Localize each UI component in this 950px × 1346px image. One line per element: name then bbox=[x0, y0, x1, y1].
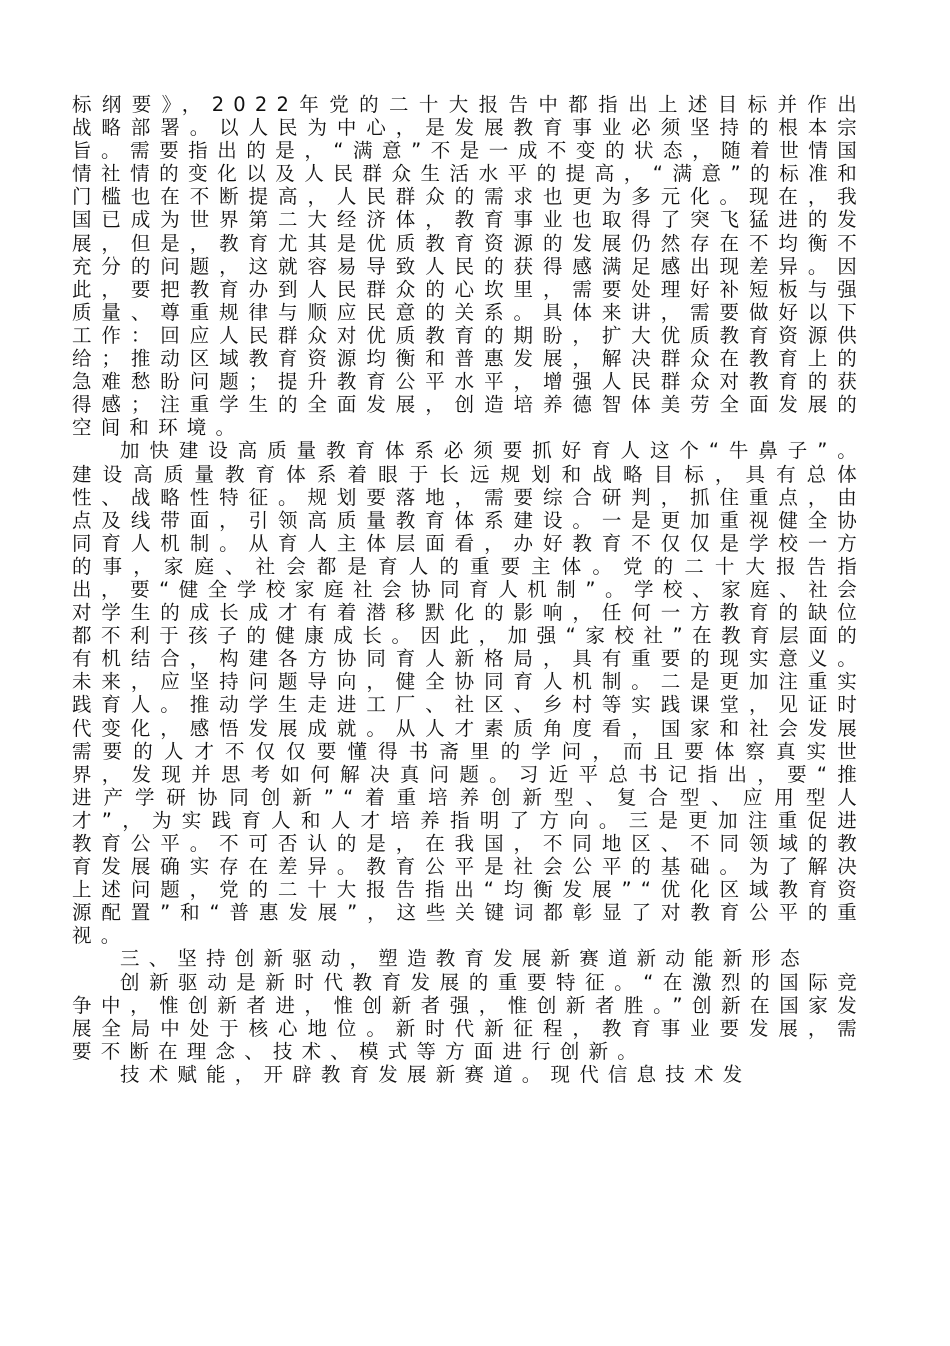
paragraph-1: 标纲要》，2022年党的二十大报告中都指出上述目标并作出战略部署。以人民为中心，是发展教育事业必须坚持的根本宗旨。需要指出的是，“满意”不是一成不变的状态，随着世情国情社情的变化以及人民群众生活水平的提高，“满意”的标准和门槛也在不断提高，人民群众的需求也更为多元化。现在，我国已成为世界第二大经济体，教育事业也取得了突飞猛进的发展，但是，教育尤其是优质教育资源的发展仍然存在不均衡不充分的问题，这就容易导致人民的获得感满足感出现差异。因此，要把教育办到人民群众的心坎里，需要处理好补短板与强质量、尊重规律与顺应民意的关系。具体来讲，需要做好以下工作：回应人民群众对优质教育的期盼，扩大优质教育资源供给；推动区域教育资源均衡和普惠发展，解决群众在教育上的急难愁盼问题；提升教育公平水平，增强人民群众对教育的获得感；注重学生的全面发展，创造培养德智体美劳全面发展的空间和环境。 bbox=[72, 93, 866, 440]
paragraph-3: 创新驱动是新时代教育发展的重要特征。“在激烈的国际竞争中，惟创新者进，惟创新者强，惟创新者胜。”创新在国家发展全局中处于核心地位。新时代新征程，教育事业要发展，需要不断在理念、技术、模式等方面进行创新。 bbox=[72, 970, 866, 1063]
document-body bbox=[72, 93, 866, 1086]
paragraph-4: 技术赋能，开辟教育发展新赛道。现代信息技术发 bbox=[120, 1062, 752, 1086]
section-heading: 三、坚持创新驱动，塑造教育发展新赛道新动能新形态 bbox=[120, 947, 809, 971]
paragraph-2: 加快建设高质量教育体系必须要抓好育人这个“牛鼻子”。建设高质量教育体系着眼于长远规划和战略目标，具有总体性、战略性特征。规划要落地，需要综合研判，抓住重点，由点及线带面，引领高质量教育体系建设。一是更加重视健全协同育人机制。从育人主体层面看，办好教育不仅仅是学校一方的事，家庭、社会都是育人的重要主体。党的二十大报告指出，要“健全学校家庭社会协同育人机制”。学校、家庭、社会对学生的成长成才有着潜移默化的影响，任何一方教育的缺位都不利于孩子的健康成长。因此，加强“家校社”在教育层面的有机结合，构建各方协同育人新格局，具有重要的现实意义。未来，应坚持问题导向，健全协同育人机制。二是更加注重实践育人。推动学生走进工厂、社区、乡村等实践课堂，见证时代变化，感悟发展成就。从人才素质角度看，国家和社会发展需要的人才不仅仅要懂得书斋里的学问，而且要体察真实世界，发现并思考如何解决真问题。习近平总书记指出，要“推进产学研协同创新”“着重培养创新型、复合型、应用型人才”，为实践育人和人才培养指明了方向。三是更加注重促进教育公平。不可否认的是，在我国，不同地区、不同领域的教育发展确实存在差异。教育公平是社会公平的基础。为了解决上述问题，党的二十大报告指出“均衡发展”“优化区域教育资源配置”和“普惠发展”，这些关键词都彰显了对教育公平的重视。 bbox=[72, 439, 866, 948]
